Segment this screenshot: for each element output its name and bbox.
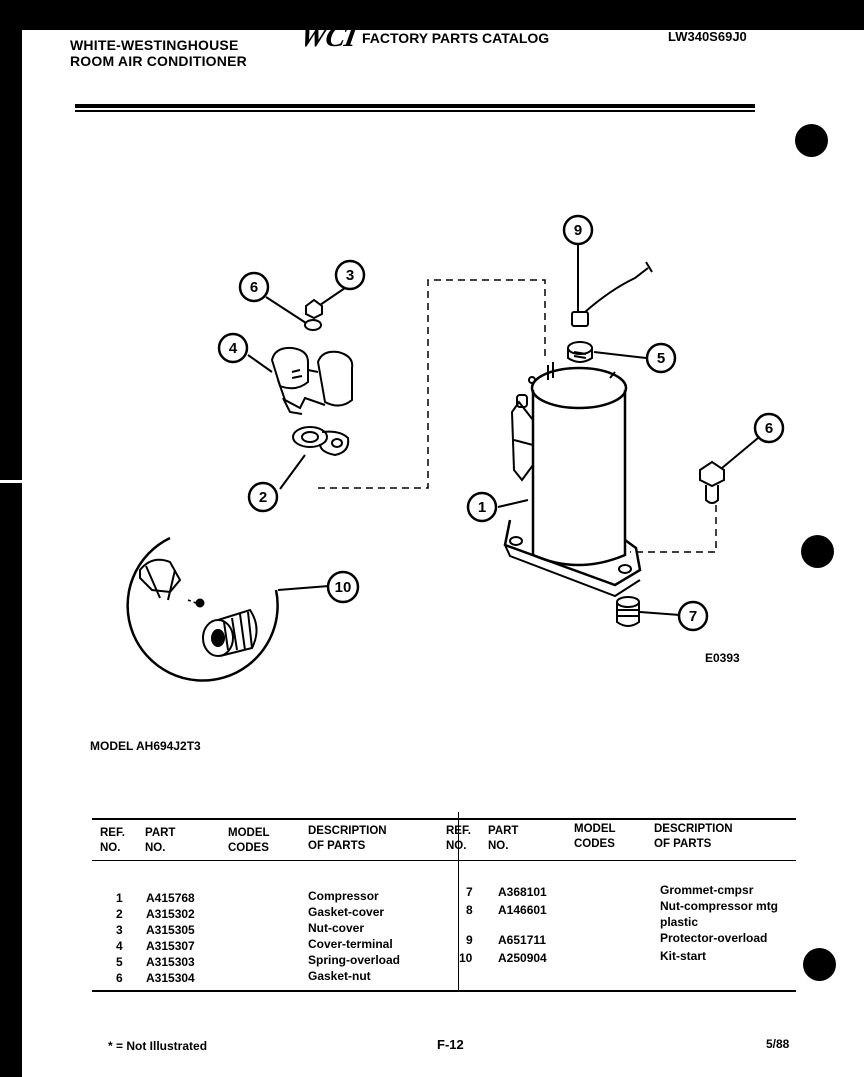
dash-leader xyxy=(630,505,716,552)
table-row-desc: Gasket-cover xyxy=(308,905,385,919)
header-model: MODEL CODES xyxy=(228,827,270,854)
table-row-ref: 1 xyxy=(116,891,123,905)
table-row-ref: 5 xyxy=(116,955,123,969)
table-row-desc: Compressor xyxy=(308,889,379,903)
table-row-ref: 7 xyxy=(466,885,473,899)
table-row-ref: 8 xyxy=(466,903,473,917)
table-row-part: A651711 xyxy=(498,933,547,947)
header-part: PART NO. xyxy=(145,827,176,854)
table-header-rule xyxy=(92,860,796,861)
compressor-mtg-nut-icon xyxy=(700,462,724,503)
svg-text:3: 3 xyxy=(345,267,355,284)
table-row-part: A315304 xyxy=(146,971,195,985)
callout-3 xyxy=(336,261,364,289)
callout-10 xyxy=(328,572,358,602)
header-model-right: MODEL CODES xyxy=(574,823,616,850)
table-row-desc: Protector-overload xyxy=(660,931,768,945)
start-kit-detail-icon xyxy=(128,538,278,681)
callout-9 xyxy=(564,216,592,244)
figure-code: E0393 xyxy=(705,651,740,665)
table-row-part: A315303 xyxy=(146,955,195,969)
catalog-code: LW340S69J0 xyxy=(668,29,747,44)
svg-text:10: 10 xyxy=(334,579,352,596)
table-row-part: A315307 xyxy=(146,939,195,953)
header-ref: REF. NO. xyxy=(100,827,125,854)
svg-text:7: 7 xyxy=(688,608,698,625)
spring-overload-icon xyxy=(568,342,592,362)
table-row-part: A368101 xyxy=(498,885,547,899)
table-row-desc: Kit-start xyxy=(660,949,707,963)
table-row-ref: 6 xyxy=(116,971,123,985)
table-row-part: A315305 xyxy=(146,923,195,937)
compressor-icon xyxy=(505,362,640,596)
svg-text:9: 9 xyxy=(573,222,583,239)
table-row-desc: Nut-compressor mtg xyxy=(660,899,779,913)
table-row-desc: Gasket-nut xyxy=(308,969,371,983)
page-number: F-12 xyxy=(437,1037,464,1052)
callout-7 xyxy=(679,602,707,630)
svg-text:6: 6 xyxy=(764,420,774,437)
wci-logo: WCI xyxy=(297,20,359,53)
svg-text:4: 4 xyxy=(228,340,238,357)
revision-date: 5/88 xyxy=(766,1037,790,1051)
header-part-right: PART NO. xyxy=(488,825,519,852)
header-desc: DESCRIPTION OF PARTS xyxy=(308,825,387,852)
table-row-desc: Grommet-cmpsr xyxy=(660,883,754,897)
callout-4 xyxy=(219,334,247,362)
table-bottom-rule xyxy=(92,990,796,992)
table-row-ref: 10 xyxy=(459,951,473,965)
terminal-cover-icon xyxy=(272,348,352,414)
model-label: MODEL AH694J2T3 xyxy=(90,739,201,753)
not-illustrated-note: * = Not Illustrated xyxy=(108,1039,208,1053)
table-row-part: A146601 xyxy=(498,903,547,917)
table-row-ref: 3 xyxy=(116,923,123,937)
table-row-ref: 9 xyxy=(466,933,473,947)
svg-text:1: 1 xyxy=(477,499,487,516)
table-row-ref: 4 xyxy=(116,939,123,953)
brand-line-2: ROOM AIR CONDITIONER xyxy=(70,53,247,69)
callout-1 xyxy=(468,493,496,521)
table-row-ref: 2 xyxy=(116,907,123,921)
callout-5 xyxy=(647,344,675,372)
header-ref-right: REF. NO. xyxy=(446,825,471,852)
table-top-rule xyxy=(92,818,796,820)
svg-text:6: 6 xyxy=(249,279,259,296)
table-row-desc: Spring-overload xyxy=(308,953,401,967)
table-row-desc: Nut-cover xyxy=(308,921,365,935)
grommet-icon xyxy=(617,597,639,626)
catalog-title: FACTORY PARTS CATALOG xyxy=(362,30,550,46)
brand-line-1: WHITE-WESTINGHOUSE xyxy=(70,37,239,53)
table-row-part: A250904 xyxy=(498,951,547,965)
callout-8 xyxy=(755,414,783,442)
svg-text:2: 2 xyxy=(258,489,268,506)
nut-cover-icon xyxy=(305,300,322,330)
protector-overload-icon xyxy=(572,262,652,326)
table-row-desc: plastic xyxy=(660,915,699,929)
gasket-cover-icon xyxy=(293,427,348,455)
table-row-part: A415768 xyxy=(146,891,195,905)
callout-6 xyxy=(240,273,268,301)
table-row-desc: Cover-terminal xyxy=(308,937,393,951)
header-desc-right: DESCRIPTION OF PARTS xyxy=(654,823,733,850)
svg-text:5: 5 xyxy=(656,350,666,367)
callout-2 xyxy=(249,483,277,511)
table-row-part: A315302 xyxy=(146,907,195,921)
